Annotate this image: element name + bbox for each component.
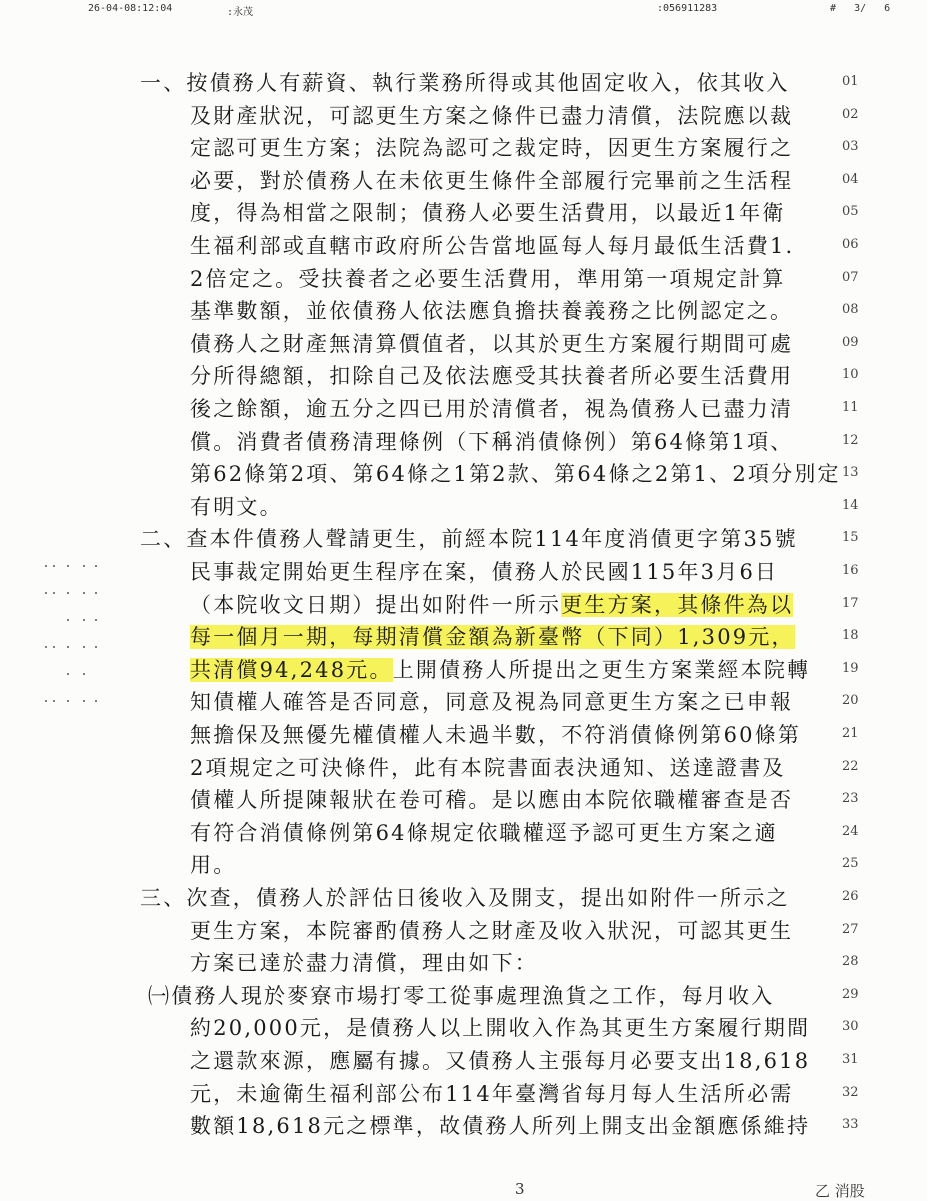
line-number: 15 (842, 530, 859, 546)
document-line (0, 948, 927, 978)
line-text (190, 785, 793, 815)
document-line (0, 361, 927, 391)
document-line (0, 198, 927, 228)
scan-dot (95, 646, 97, 648)
document-line (0, 329, 927, 359)
plain-text: 三、次查，債務人於評估日後收入及開支，提出如附件一所示之 (140, 886, 790, 910)
document-line (0, 720, 927, 750)
line-number: 21 (842, 726, 859, 741)
plain-text: 更生方案，本院審酌債務人之財產及收入狀況，可認其更生 (190, 918, 794, 943)
line-text (190, 166, 793, 196)
fax-page-indicator: # 3/ 6 (830, 3, 891, 14)
fax-sender: :永茂 (227, 7, 254, 18)
plain-text: 2倍定之。受扶養者之必要生活費用，準用第一項規定計算 (190, 266, 786, 291)
line-number: 03 (842, 139, 859, 155)
line-number: 25 (842, 856, 859, 872)
plain-text: 無擔保及無優先權債權人未過半數，不符消債條例第60條第 (190, 723, 802, 747)
fax-header (0, 0, 927, 16)
line-number: 09 (842, 334, 859, 350)
plain-text: 數額18,618元之標準，故債務人所列上開支出金額應係維持 (190, 1114, 811, 1139)
line-text (140, 68, 790, 98)
line-number: 32 (842, 1084, 859, 1100)
scan-dot (67, 673, 69, 675)
document-line (0, 1013, 927, 1043)
plain-text: 第62條第2項、第64條之1第2款、第64條之2第1、2項分別定 (190, 462, 841, 487)
line-text (190, 329, 793, 359)
line-number: 18 (842, 628, 859, 644)
line-number: 22 (842, 758, 859, 774)
document-line (0, 622, 927, 652)
document-line (0, 492, 927, 522)
line-number: 10 (842, 367, 859, 383)
scan-dot (53, 565, 55, 567)
plain-text: 知債權人確答是否同意，同意及視為同意更生方案之已申報 (190, 690, 794, 715)
plain-text: 及財產狀況，可認更生方案之條件已盡力清償，法院應以裁 (190, 103, 794, 128)
plain-text: 生福利部或直轄市政府所公告當地區每人每月最低生活費1. (190, 234, 795, 258)
plain-text: 之還款來源，應屬有據。又債務人主張每月必要支出18,618 (190, 1049, 811, 1073)
scan-dot (83, 619, 85, 621)
plain-text: 方案已達於盡力清償，理由如下： (190, 951, 538, 976)
line-text (190, 361, 793, 391)
plain-text: 必要，對於債務人在未依更生條件全部履行完畢前之生活程 (190, 168, 794, 193)
page-number: 3 (515, 1180, 525, 1198)
line-text (190, 198, 786, 228)
highlighted-text: 共清償94,248元。 (190, 657, 393, 682)
line-number: 30 (842, 1019, 859, 1035)
line-text (190, 231, 794, 261)
highlighted-text: 更生方案，其條件為以 (561, 592, 794, 617)
document-line (0, 1079, 927, 1109)
highlighted-text: 每一個月一期，每期清償金額為新臺幣（下同）1,309元， (190, 625, 795, 650)
fax-number: :056911283 (657, 3, 718, 14)
scan-dot (53, 592, 55, 594)
scan-dot (53, 700, 55, 702)
line-text (190, 916, 793, 946)
line-text (140, 524, 798, 554)
line-number: 06 (842, 237, 859, 252)
line-number: 27 (842, 921, 859, 937)
line-number: 17 (842, 595, 859, 611)
document-line (0, 1046, 927, 1076)
scan-dot (53, 646, 55, 648)
line-number: 07 (842, 269, 859, 285)
scan-dot (83, 673, 85, 675)
scan-dot (67, 592, 69, 594)
line-text (190, 394, 793, 424)
line-text (148, 981, 774, 1011)
line-text (190, 818, 778, 848)
document-line (0, 590, 927, 620)
plain-text: 債權人所提陳報狀在卷可稽。是以應由本院依職權審查是否 (190, 788, 794, 813)
scan-dot (45, 565, 47, 567)
plain-text: （本院收文日期）提出如附件一所示 (190, 592, 562, 617)
document-line (0, 785, 927, 815)
line-text (190, 1079, 793, 1109)
document-line (0, 166, 927, 196)
line-number: 24 (842, 823, 859, 839)
punch-hole-marks (45, 565, 110, 715)
line-text (190, 850, 236, 880)
line-text (190, 753, 786, 783)
document-line (0, 1111, 927, 1141)
scan-dot (67, 619, 69, 621)
plain-text: 度，得為相當之限制；債務人必要生活費用，以最近1年衛 (190, 201, 786, 226)
plain-text: 定認可更生方案；法院為認可之裁定時，因更生方案履行之 (190, 136, 794, 161)
line-text (190, 459, 841, 489)
line-number: 13 (842, 465, 859, 481)
plain-text: 約20,000元，是債務人以上開收入作為其更生方案履行期間 (190, 1016, 811, 1041)
line-text (190, 101, 793, 131)
scan-dot (83, 646, 85, 648)
line-text (140, 883, 790, 913)
plain-text: 基準數額，並依債務人依法應負擔扶養義務之比例認定之。 (190, 299, 794, 324)
scan-dot (95, 619, 97, 621)
line-text (190, 133, 793, 163)
document-line (0, 687, 927, 717)
plain-text: 用。 (190, 853, 237, 878)
plain-text: 一、按債務人有薪資、執行業務所得或其他固定收入，依其收入 (140, 71, 790, 95)
line-number: 04 (842, 171, 859, 187)
line-text (190, 655, 810, 685)
scan-dot (45, 700, 47, 702)
line-number: 28 (842, 954, 859, 970)
scan-dot (95, 592, 97, 594)
line-number: 23 (842, 791, 859, 807)
document-line (0, 459, 927, 489)
plain-text: 後之餘額，逾五分之四已用於清償者，視為債務人已盡力清 (190, 397, 794, 421)
document-line (0, 296, 927, 326)
document-line (0, 231, 927, 261)
line-number: 19 (842, 660, 859, 676)
scan-dot (45, 646, 47, 648)
document-line (0, 981, 927, 1011)
line-number: 02 (842, 106, 859, 122)
plain-text: 元，未逾衛生福利部公布114年臺灣省每月每人生活所必需 (190, 1081, 794, 1106)
document-line (0, 68, 927, 98)
line-text (190, 720, 801, 750)
scan-dot (67, 700, 69, 702)
document-line (0, 101, 927, 131)
line-number: 08 (842, 302, 859, 318)
line-number: 20 (842, 693, 859, 709)
document-line (0, 655, 927, 685)
line-text (190, 296, 793, 326)
line-text (190, 1013, 810, 1043)
line-text (190, 492, 283, 522)
line-text (190, 622, 795, 652)
plain-text: 民事裁定開始更生程序在案，債務人於民國115年3月6日 (190, 560, 779, 584)
line-number: 12 (842, 432, 859, 448)
plain-text: 有明文。 (190, 494, 283, 519)
line-text (190, 557, 778, 587)
line-text (190, 264, 786, 294)
scan-dot (83, 592, 85, 594)
scan-dot (95, 700, 97, 702)
document-line (0, 883, 927, 913)
scan-dot (67, 646, 69, 648)
line-text (190, 948, 538, 978)
document-line (0, 916, 927, 946)
line-number: 01 (842, 74, 859, 89)
line-text (190, 427, 793, 457)
line-text (190, 590, 793, 620)
line-text (190, 1046, 810, 1076)
document-line (0, 524, 927, 554)
line-number: 31 (842, 1052, 859, 1067)
plain-text: 二、查本件債務人聲請更生，前經本院114年度消債更字第35號 (140, 527, 798, 552)
line-number: 11 (842, 400, 859, 415)
plain-text: 償。消費者債務清理條例（下稱消債條例）第64條第1項、 (190, 429, 794, 454)
plain-text: 分所得總額，扣除自己及依法應受其扶養者所必要生活費用 (190, 364, 794, 389)
scan-dot (83, 700, 85, 702)
line-text (190, 687, 793, 717)
plain-text: 2項規定之可決條件，此有本院書面表決通知、送達證書及 (190, 755, 786, 780)
line-number: 05 (842, 204, 859, 220)
plain-text: 債務人之財產無清算價值者，以其於更生方案履行期間可處 (190, 331, 794, 356)
document-line (0, 850, 927, 880)
scan-dot (83, 565, 85, 567)
document-line (0, 264, 927, 294)
line-number: 33 (842, 1117, 859, 1133)
line-text (190, 1111, 810, 1141)
line-number: 16 (842, 563, 859, 578)
document-line (0, 394, 927, 424)
document-line (0, 753, 927, 783)
document-line (0, 818, 927, 848)
plain-text: ㈠債務人現於麥寮市場打零工從事處理漁貨之工作，每月收入 (148, 983, 775, 1008)
line-number: 26 (842, 889, 859, 904)
line-number: 29 (842, 986, 859, 1002)
line-number: 14 (842, 497, 859, 513)
scan-dot (67, 565, 69, 567)
document-line (0, 557, 927, 587)
scan-dot (95, 565, 97, 567)
scan-dot (45, 592, 47, 594)
plain-text: 上開債務人所提出之更生方案業經本院轉 (392, 657, 811, 682)
clerk-mark: 乙 消股 (815, 1182, 865, 1200)
document-line (0, 427, 927, 457)
fax-timestamp: 26-04-08:12:04 (88, 3, 173, 14)
document-line (0, 133, 927, 163)
plain-text: 有符合消債條例第64條規定依職權逕予認可更生方案之適 (190, 820, 778, 845)
